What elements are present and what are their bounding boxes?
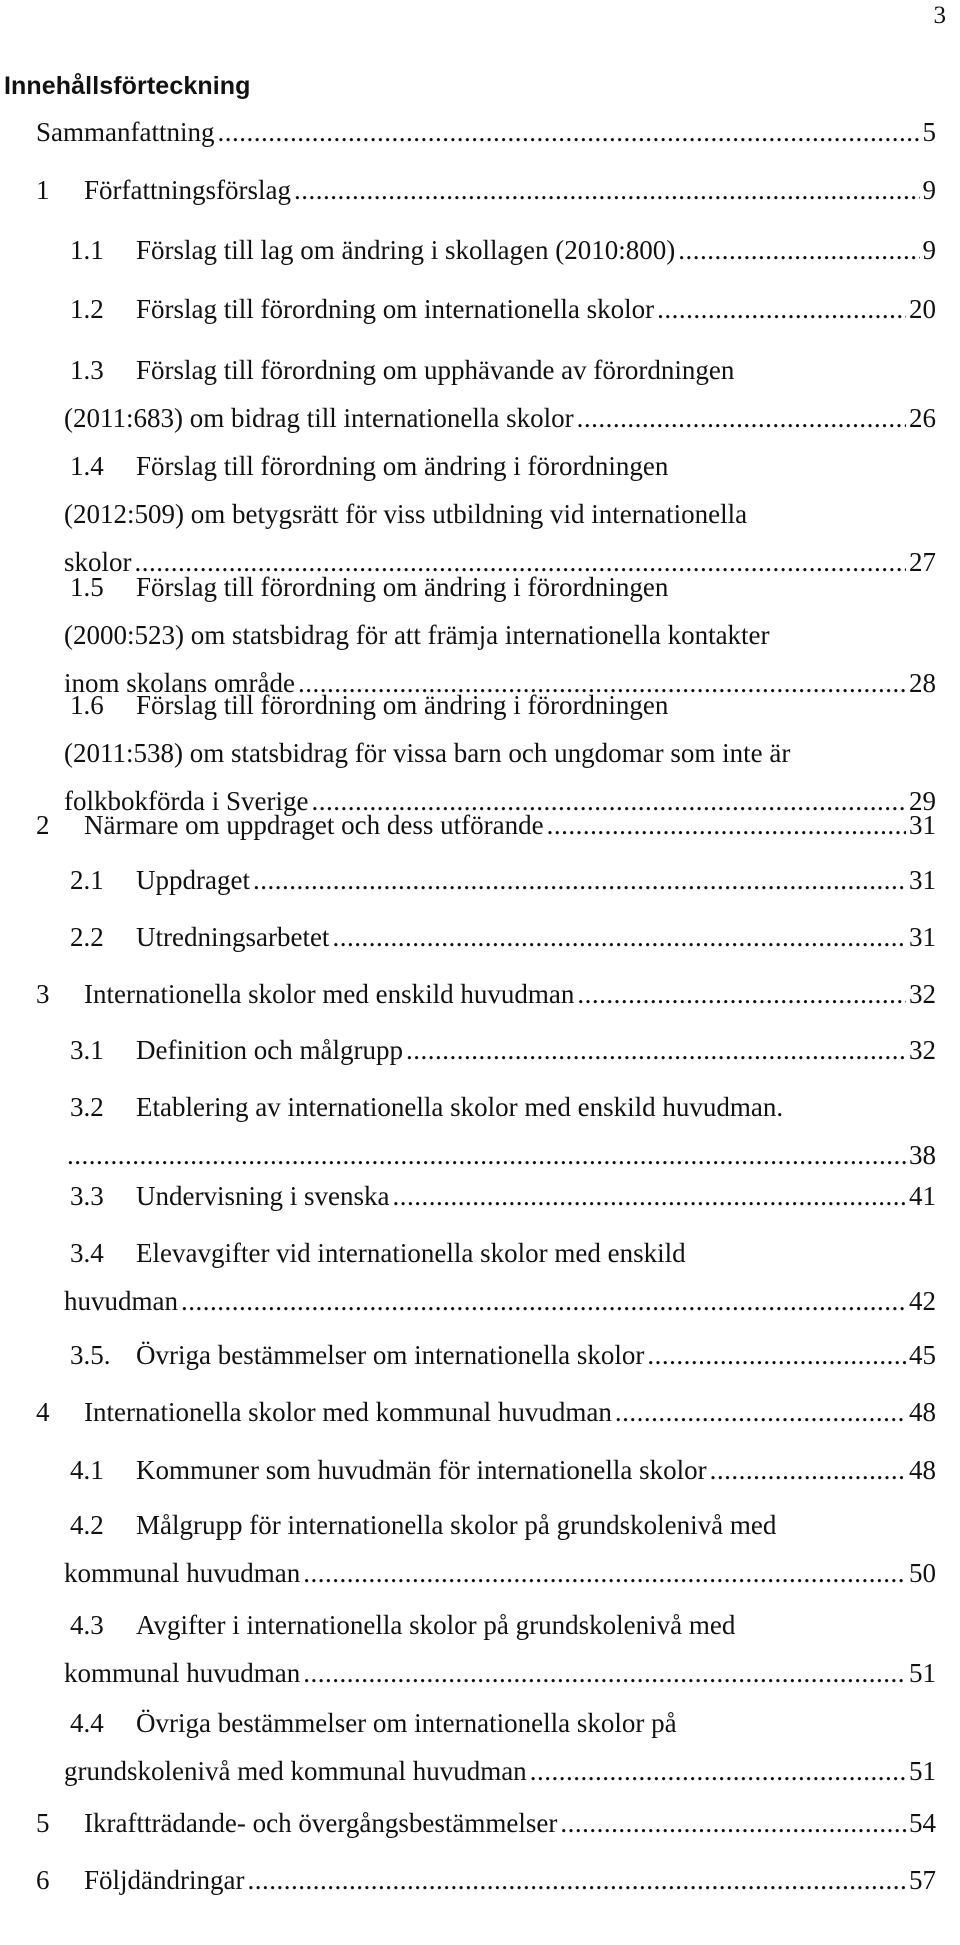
toc-entry-number: 5: [36, 1808, 50, 1838]
toc-leader-dots: [560, 1799, 906, 1847]
toc-entry-title: Förslag till förordning om ändring i förordningen: [136, 690, 669, 720]
toc-leader-dots: [678, 226, 919, 274]
toc-entry-title: Kommuner som huvudmän för internationella skolor: [136, 1455, 707, 1485]
toc-entry[interactable]: [0, 1172, 960, 1220]
toc-entry-title: Internationella skolor med enskild huvudman: [84, 979, 575, 1009]
toc-entry-number: 4.1: [70, 1455, 104, 1485]
toc-leader-dots: [406, 1026, 906, 1074]
toc-entry[interactable]: [0, 970, 960, 1018]
toc-entry-title: Sammanfattning: [36, 117, 215, 147]
toc-entry-line: [0, 1699, 936, 1747]
toc-entry-page: 31: [909, 810, 936, 840]
toc-entry-number: 4.3: [70, 1610, 104, 1640]
toc-entry-line: [0, 1083, 936, 1131]
toc-entry[interactable]: [0, 1601, 960, 1697]
toc-entry-title: Ikraftträdande- och övergångsbestämmelser: [84, 1808, 558, 1838]
toc-leader-dots: [657, 285, 906, 333]
toc-entry-number: 2: [36, 810, 50, 840]
toc-leader-dots: [253, 856, 906, 904]
toc-leader-dots: [530, 1747, 906, 1795]
toc-entry-line: [0, 1549, 936, 1597]
toc-entry[interactable]: [0, 108, 960, 156]
toc-entry-number: 2.2: [70, 922, 104, 952]
toc-entry-page: 9: [922, 235, 936, 265]
toc-entry-line: [0, 729, 936, 777]
toc-entry-line: [0, 1229, 936, 1277]
toc-entry-number: 3.2: [70, 1092, 104, 1122]
toc-entry-number: 1.1: [70, 235, 104, 265]
toc-entry-page: 50: [909, 1558, 936, 1588]
toc-entry-title: Elevavgifter vid internationella skolor med enskild: [136, 1238, 686, 1268]
toc-entry-page: 27: [909, 547, 936, 577]
toc-entry-line: [0, 346, 936, 394]
toc-entry[interactable]: [0, 1856, 960, 1904]
toc-entry-page: 32: [909, 1035, 936, 1065]
toc-entry-page: 51: [909, 1756, 936, 1786]
toc-entry-number: 3: [36, 979, 50, 1009]
toc-entry-line: [0, 1747, 936, 1795]
toc-entry-title: Undervisning i svenska: [136, 1181, 390, 1211]
toc-entry-line: [0, 442, 936, 490]
toc-entry-title: Närmare om uppdraget och dess utförande: [84, 810, 544, 840]
toc-entry-line: [0, 394, 936, 442]
toc-entry-number: 1.5: [70, 572, 104, 602]
toc-entry-number: 4.2: [70, 1510, 104, 1540]
toc-entry-line: [0, 1649, 936, 1697]
toc-entry-title: Övriga bestämmelser om internationella skolor: [136, 1340, 645, 1370]
toc-leader-dots: [392, 1172, 906, 1220]
toc-entry-title: Förslag till lag om ändring i skollagen (2010:800): [136, 235, 676, 265]
toc-entry-line: [0, 1856, 936, 1904]
toc-entry-title: grundskolenivå med kommunal huvudman: [64, 1756, 527, 1786]
toc-entry-line: [0, 913, 936, 961]
toc-entry-title: Avgifter i internationella skolor på grundskolenivå med: [136, 1610, 736, 1640]
toc-entry-line: [0, 563, 936, 611]
toc-leader-dots: [615, 1388, 906, 1436]
toc-heading: Innehållsförteckning: [4, 72, 251, 100]
toc-entry[interactable]: [0, 1799, 960, 1847]
toc-entry-line: [0, 285, 936, 333]
toc-entry-title: folkbokförda i Sverige: [64, 786, 309, 816]
toc-entry-number: 1.2: [70, 294, 104, 324]
toc-entry-page: 42: [909, 1286, 936, 1316]
toc-entry[interactable]: [0, 1331, 960, 1379]
toc-entry-number: 3.1: [70, 1035, 104, 1065]
toc-entry-page: 32: [909, 979, 936, 1009]
toc-leader-dots: [647, 1331, 906, 1379]
toc-entry-title: Förslag till förordning om ändring i förordningen: [136, 572, 669, 602]
toc-entry-page: 5: [922, 117, 936, 147]
toc-entry-title: huvudman: [64, 1286, 178, 1316]
toc-entry-number: 3.4: [70, 1238, 104, 1268]
toc-leader-dots: [332, 913, 906, 961]
toc-entry-line: [0, 1026, 936, 1074]
toc-entry[interactable]: [0, 1388, 960, 1436]
toc-leader-dots: [294, 166, 920, 214]
toc-entry-page: 29: [909, 786, 936, 816]
toc-entry-page: 31: [909, 922, 936, 952]
toc-leader-dots: [577, 394, 906, 442]
toc-leader-dots: [710, 1446, 906, 1494]
toc-leader-dots: [303, 1549, 906, 1597]
toc-entry-number: 6: [36, 1865, 50, 1895]
toc-entry-page: 54: [909, 1808, 936, 1838]
toc-leader-dots: [577, 970, 906, 1018]
toc-entry-page: 26: [909, 403, 936, 433]
toc-entry[interactable]: [0, 1026, 960, 1074]
toc-leader-dots: [303, 1649, 906, 1697]
toc-entry-page: 38: [909, 1140, 936, 1170]
toc-entry-line: [0, 856, 936, 904]
toc-entry-number: 3.5.: [70, 1340, 111, 1370]
toc-leader-dots: [217, 108, 919, 156]
toc-entry-number: 1.3: [70, 355, 104, 385]
toc-entry-title: Internationella skolor med kommunal huvudman: [84, 1397, 612, 1427]
toc-entry-title: kommunal huvudman: [64, 1658, 301, 1688]
toc-entry-title: Etablering av internationella skolor med enskild huvudman.: [136, 1092, 784, 1122]
toc-entry-title: (2011:683) om bidrag till internationella skolor: [64, 403, 574, 433]
toc-entry-number: 1.6: [70, 690, 104, 720]
toc-leader-dots: [181, 1277, 906, 1325]
page-number: 3: [933, 2, 946, 29]
toc-entry[interactable]: [0, 346, 960, 442]
toc-entry-page: 20: [909, 294, 936, 324]
toc-entry-line: [0, 166, 936, 214]
toc-entry-page: 57: [909, 1865, 936, 1895]
toc-entry-title: Författningsförslag: [84, 175, 291, 205]
toc-entry-line: [0, 490, 936, 538]
toc-entry-number: 3.3: [70, 1181, 104, 1211]
toc-entry-line: [0, 1277, 936, 1325]
toc-entry-title: (2011:538) om statsbidrag för vissa barn och ungdomar som inte är: [64, 738, 791, 768]
toc-leader-dots: [247, 1856, 906, 1904]
toc-entry-title: Målgrupp för internationella skolor på grundskolenivå med: [136, 1510, 777, 1540]
toc-entry[interactable]: [0, 1229, 960, 1325]
toc-entry-line: [0, 1331, 936, 1379]
toc-entry-title: Förslag till förordning om internationella skolor: [136, 294, 655, 324]
toc-entry-line: [0, 611, 936, 659]
toc-entry[interactable]: [0, 801, 960, 849]
toc-entry-title: Förslag till förordning om upphävande av förordningen: [136, 355, 735, 385]
toc-entry-title: (2012:509) om betygsrätt för viss utbildning vid internationella: [64, 499, 748, 529]
toc-entry-title: Förslag till förordning om ändring i förordningen: [136, 451, 669, 481]
toc-entry-title: Uppdraget: [136, 865, 250, 895]
toc-entry-number: 4: [36, 1397, 50, 1427]
toc-entry[interactable]: [0, 1083, 960, 1179]
toc-leader-dots: [547, 801, 906, 849]
toc-entry-line: [0, 1501, 936, 1549]
toc-entry-title: Definition och målgrupp: [136, 1035, 403, 1065]
toc-entry-page: 45: [909, 1340, 936, 1370]
toc-entry-page: 51: [909, 1658, 936, 1688]
toc-entry-title: Följdändringar: [84, 1865, 245, 1895]
toc-entry[interactable]: [0, 166, 960, 214]
toc-entry-number: 1: [36, 175, 50, 205]
toc-entry-line: [0, 1799, 936, 1847]
toc-entry-title: Utredningsarbetet: [136, 922, 330, 952]
toc-entry[interactable]: [0, 1699, 960, 1795]
toc-entry[interactable]: [0, 1501, 960, 1597]
toc-entry-line: [0, 1388, 936, 1436]
toc-entry-page: 31: [909, 865, 936, 895]
toc-entry-line: [0, 1172, 936, 1220]
toc-entry-line: [0, 226, 936, 274]
toc-entry-line: [0, 1446, 936, 1494]
toc-entry-title: kommunal huvudman: [64, 1558, 301, 1588]
toc-entry-number: 2.1: [70, 865, 104, 895]
toc-entry-page: 41: [909, 1181, 936, 1211]
toc-entry-title: skolor: [64, 547, 132, 577]
toc-entry-title: inom skolans område: [64, 668, 295, 698]
toc-entry-page: 48: [909, 1455, 936, 1485]
toc-entry[interactable]: [0, 226, 960, 274]
toc-entry-page: 28: [909, 668, 936, 698]
toc-entry[interactable]: [0, 285, 960, 333]
toc-entry-page: 9: [922, 175, 936, 205]
toc-entry-line: [0, 970, 936, 1018]
toc-entry-line: [0, 1601, 936, 1649]
toc-entry-title: Övriga bestämmelser om internationella skolor på: [136, 1708, 677, 1738]
toc-entry-number: 4.4: [70, 1708, 104, 1738]
toc-entry-line: [0, 681, 936, 729]
toc-entry-page: 48: [909, 1397, 936, 1427]
toc-entry-line: [0, 801, 936, 849]
toc-entry-title: (2000:523) om statsbidrag för att främja internationella kontakter: [64, 620, 770, 650]
toc-entry-number: 1.4: [70, 451, 104, 481]
toc-entry[interactable]: [0, 913, 960, 961]
toc-entry[interactable]: [0, 856, 960, 904]
toc-entry-line: [0, 108, 936, 156]
toc-entry[interactable]: [0, 1446, 960, 1494]
